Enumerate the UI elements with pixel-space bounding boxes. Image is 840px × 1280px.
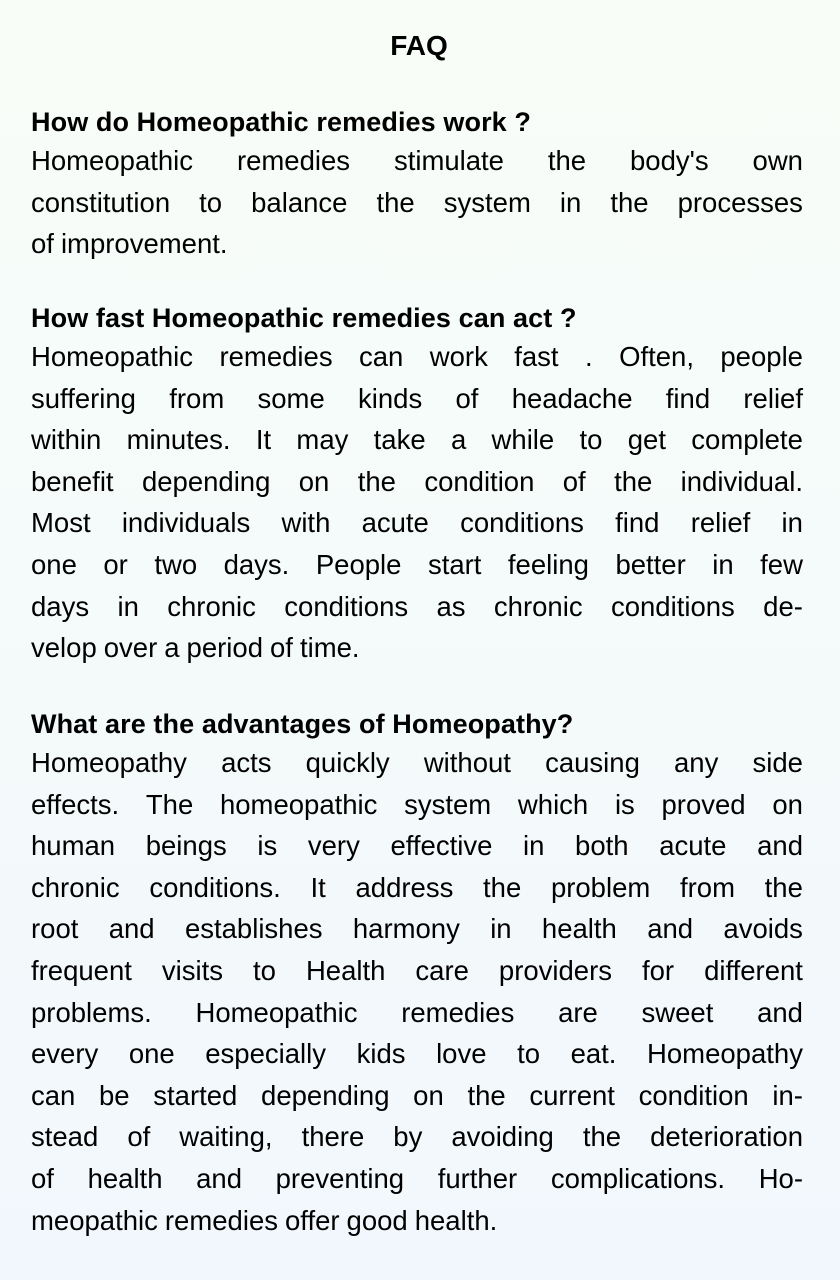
word: which [517,788,589,820]
word: relief [690,507,751,539]
word: can [359,341,404,372]
faq-question: What are the advantages of Homeopathy? [31,709,574,739]
word: is [614,788,635,820]
word: care [415,954,469,986]
word: suffering [31,382,136,414]
faq-answer [31,140,803,265]
word: or [103,548,128,580]
word: homeopathic [219,788,378,820]
word: preventing [275,1162,405,1194]
word: by [393,1121,423,1153]
word: especially [205,1038,327,1070]
word: headache [511,382,633,414]
word: days. [223,548,290,580]
word: stimulate [393,145,504,176]
faq-item-how-remedies-work [31,104,803,265]
word: It [255,424,272,456]
word: remedies [219,341,333,372]
word: of [127,1121,151,1153]
word: one [128,1038,175,1070]
word: condition [424,465,535,497]
word: current [529,1079,615,1111]
word: from [169,382,225,414]
word: of [455,382,479,414]
word: and [196,1162,243,1194]
word: remedies [401,996,515,1028]
word: kinds [358,382,423,414]
word: without [423,747,511,778]
word: People [315,548,402,580]
word: conditions [284,590,409,622]
word: system [404,788,492,820]
word: for [642,954,675,986]
word: own [752,145,803,176]
word: time. [299,632,360,664]
word: on [413,1079,444,1111]
answer-line [31,627,803,669]
word: of [270,632,293,664]
word: get [627,424,666,456]
word: in [781,507,803,539]
word: may [296,424,349,456]
word: stead [31,1121,99,1153]
word: in [712,548,734,580]
word: of [31,228,54,260]
word: while [491,424,555,456]
page-title: FAQ [390,30,448,61]
word: feeling [507,548,589,580]
word: days [31,590,90,622]
word: . [585,341,593,372]
word: in [117,590,139,622]
word: there [301,1121,365,1153]
word: love [436,1038,487,1070]
word: every [31,1038,99,1070]
word: any [674,747,719,778]
word: harmony [352,913,460,945]
word: Often, [619,341,694,372]
word: work [429,341,488,372]
word: two [154,548,198,580]
word: chronic [31,871,120,903]
word: the [467,1079,506,1111]
word: to [199,186,223,218]
word: relief [743,382,803,414]
word: to [517,1038,541,1070]
word: benefit [31,465,114,497]
word: start [427,548,482,580]
word: root [31,913,79,945]
answer-line [31,1116,803,1158]
answer-line [31,502,803,544]
word: few [760,548,803,580]
word: health. [414,1204,498,1236]
word: chronic [167,590,256,622]
word: acute [361,507,429,539]
word: remedies [164,1204,278,1236]
word: over [103,632,158,664]
word: the [614,465,653,497]
word: The [145,788,194,820]
answer-line [31,223,803,265]
word: address [355,871,454,903]
word: the [764,871,803,903]
word: visits [161,954,224,986]
word: velop [31,632,97,664]
word: Homeopathic [31,341,194,372]
word: the [582,1121,622,1153]
word: people [720,341,803,372]
answer-line [31,1200,803,1242]
word: meopathic [31,1204,158,1236]
answer-line [31,742,803,784]
answer-line [31,336,803,378]
word: establishes [184,913,323,945]
word: from [679,871,735,903]
word: human [31,830,116,862]
word: condition [638,1079,749,1111]
word: conditions [610,590,735,622]
word: Health [305,954,386,986]
word: of [31,1162,54,1194]
answer-line [31,140,803,182]
word: Homeopathic [195,996,358,1028]
word: in [490,913,512,945]
word: fast [514,341,559,372]
word: beings [145,830,227,862]
answer-line [31,867,803,909]
word: is [257,830,278,862]
word: with [281,507,331,539]
word: and [757,996,803,1028]
word: Ho- [758,1162,803,1194]
answer-line [31,586,803,628]
word: the [376,186,415,218]
word: find [665,382,711,414]
word: the [610,186,649,218]
faq-question: How fast Homeopathic remedies can act ? [31,303,577,333]
word: further [437,1162,518,1194]
answer-line [31,419,803,461]
answer-line [31,992,803,1034]
word: Most [31,507,91,539]
word: in- [772,1079,803,1111]
word: improvement. [60,228,228,260]
word: and [757,830,803,862]
word: system [443,186,531,218]
word: health [87,1162,163,1194]
word: find [615,507,660,539]
word: on [298,465,330,497]
word: as [436,590,466,622]
word: effects. [31,788,120,820]
answer-line [31,544,803,586]
word: problem [550,871,651,903]
word: within [31,424,102,456]
word: causing [545,747,640,778]
word: processes [677,186,803,218]
word: kids [356,1038,406,1070]
word: Homeopathy [31,747,187,778]
word: individuals [121,507,251,539]
word: individual. [680,465,803,497]
word: to [253,954,276,986]
word: proved [661,788,746,820]
word: better [615,548,686,580]
word: acts [221,747,272,778]
word: acute [659,830,727,862]
answer-line [31,825,803,867]
word: the [483,871,522,903]
word: offer [285,1204,340,1236]
answer-line [31,1033,803,1075]
word: a [164,632,180,664]
word: in [559,186,582,218]
faq-answer [31,336,803,669]
word: to [579,424,603,456]
word: body's [630,145,709,176]
word: side [752,747,803,778]
word: conditions. [149,871,281,903]
word: constitution [31,186,171,218]
word: Homeopathic [31,145,194,176]
word: some [257,382,325,414]
word: the [547,145,587,176]
word: eat. [570,1038,617,1070]
word: avoids [723,913,803,945]
word: complete [691,424,803,456]
word: started [153,1079,238,1111]
word: both [575,830,629,862]
word: one [31,548,77,580]
word: depending [141,465,271,497]
faq-item-advantages-of-homeopathy [31,706,803,1241]
word: period [186,632,263,664]
word: good [346,1204,408,1236]
word: It [310,871,326,903]
word: deterioration [650,1121,803,1153]
word: in [523,830,545,862]
word: problems. [31,996,152,1028]
word: complications. [550,1162,726,1194]
word: remedies [236,145,351,176]
answer-line [31,461,803,503]
word: de- [763,590,803,622]
word: different [704,954,803,986]
faq-answer [31,742,803,1241]
answer-line [31,950,803,992]
word: waiting, [179,1121,273,1153]
answer-line [31,908,803,950]
answer-line [31,378,803,420]
word: on [772,788,803,820]
word: health [541,913,617,945]
word: balance [251,186,348,218]
word: conditions [460,507,584,539]
word: are [558,996,598,1028]
word: depending [261,1079,390,1111]
word: very [307,830,360,862]
word: providers [498,954,613,986]
word: of [562,465,586,497]
word: avoiding [451,1121,554,1153]
word: the [357,465,396,497]
word: quickly [305,747,390,778]
word: sweet [641,996,714,1028]
word: minutes. [126,424,231,456]
answer-line [31,1075,803,1117]
answer-line [31,784,803,826]
word: a [450,424,467,456]
word: effective [390,830,493,862]
word: Homeopathy [647,1038,803,1070]
word: can [31,1079,76,1111]
word: chronic [493,590,583,622]
answer-line [31,182,803,224]
word: frequent [31,954,132,986]
word: be [99,1079,130,1111]
word: and [108,913,155,945]
answer-line [31,1158,803,1200]
faq-question: How do Homeopathic remedies work ? [31,107,531,137]
faq-item-how-fast-remedies-act [31,300,803,669]
word: and [647,913,694,945]
word: take [373,424,426,456]
